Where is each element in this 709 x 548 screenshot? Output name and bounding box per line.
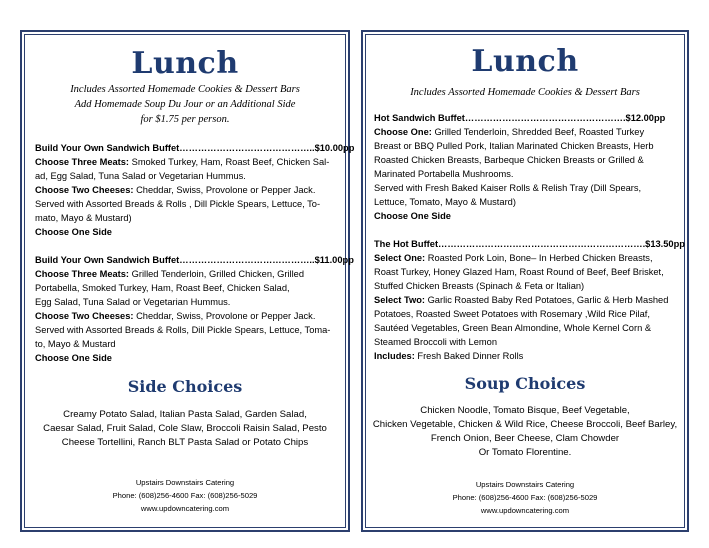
meats-text-cont: ad, Egg Salad, Tuna Salad or Vegetarian Hummus. xyxy=(35,171,246,181)
side-choices-list xyxy=(25,408,345,450)
buffet-heading: Build Your Own Sandwich Buffet……………………………………..$10.00pp xyxy=(35,143,355,153)
page-border-inner xyxy=(365,34,685,528)
select-two-line xyxy=(374,293,680,307)
list-line: Cheese Tortellini, Ranch BLT Pasta Salad or Potato Chips xyxy=(61,437,309,448)
sandwich-buffet-11 xyxy=(35,253,354,365)
soup-choices-list xyxy=(366,404,684,460)
choose-text: Grilled Tenderloin, Shredded Beef, Roasted Turkey xyxy=(431,127,645,137)
section-title: Side Choices xyxy=(127,377,243,396)
meats-label: Choose Three Meats: xyxy=(35,157,130,167)
select-one-text: Roasted Pork Loin, Bone– In Herbed Chicken Breasts, xyxy=(425,253,653,263)
buffet-heading: The Hot Buffet………………………………………………………….$13.50pp xyxy=(374,239,685,249)
website: www.updowncatering.com xyxy=(140,504,230,513)
list-line: Or Tomato Florentine. xyxy=(478,447,572,458)
hot-buffet xyxy=(374,237,685,363)
website: www.updowncatering.com xyxy=(480,506,570,515)
cheese-line xyxy=(35,183,339,197)
served-text: Served with Assorted Breads & Rolls , Dill Pickle Spears, Lettuce, To- xyxy=(35,199,321,209)
subtitle-block xyxy=(25,82,345,127)
footer-contact xyxy=(25,476,345,515)
select-two-cont: Steamed Broccoli with Lemon xyxy=(374,337,497,347)
phone-fax: Phone: (608)256-4600 Fax: (608)256-5029 xyxy=(452,493,598,502)
select-two-label: Select Two: xyxy=(374,295,425,305)
served-text: Served with Assorted Breads & Rolls, Dill Pickle Spears, Lettuce, Toma- xyxy=(35,325,331,335)
cheese-text: Cheddar, Swiss, Provolone or Pepper Jack. xyxy=(133,311,316,321)
select-two-text: Garlic Roasted Baby Red Potatoes, Garlic & Herb Mashed xyxy=(424,295,669,305)
served-text-cont: to, Mayo & Mustard xyxy=(35,339,116,349)
page-title: Lunch xyxy=(131,46,239,81)
subtitle-line: Add Homemade Soup Du Jour or an Additional Side xyxy=(74,99,296,110)
cheese-label: Choose Two Cheeses: xyxy=(35,185,134,195)
side-note: Choose One Side xyxy=(35,353,112,363)
footer-contact xyxy=(366,478,684,517)
sandwich-buffet-10 xyxy=(35,141,355,239)
meats-line xyxy=(35,267,339,281)
meats-text: Grilled Tenderloin, Grilled Chicken, Grilled xyxy=(129,269,305,279)
subtitle-line: for $1.75 per person. xyxy=(140,114,230,125)
phone-fax: Phone: (608)256-4600 Fax: (608)256-5029 xyxy=(112,491,258,500)
meats-text: Smoked Turkey, Ham, Roast Beef, Chicken Sal- xyxy=(129,157,330,167)
section-title: Soup Choices xyxy=(464,374,586,393)
meats-text-cont: Portabella, Smoked Turkey, Ham, Roast Beef, Chicken Salad, xyxy=(35,283,290,293)
meats-text-cont: Egg Salad, Tuna Salad or Vegetarian Hummus. xyxy=(35,297,231,307)
select-one-cont: Stuffed Chicken Breasts (Spinach & Feta or Italian) xyxy=(374,281,585,291)
side-note: Choose One Side xyxy=(35,227,112,237)
company-name: Upstairs Downstairs Catering xyxy=(135,478,235,487)
select-one-label: Select One: xyxy=(374,253,426,263)
buffet-heading: Build Your Own Sandwich Buffet……………………………………..$11.00pp xyxy=(35,255,354,265)
includes-line xyxy=(374,349,680,363)
meats-line xyxy=(35,155,339,169)
choose-label: Choose One: xyxy=(374,127,432,137)
hot-sandwich-buffet xyxy=(374,111,680,223)
choose-text-cont: Marinated Portabella Mushrooms. xyxy=(374,169,514,179)
list-line: French Onion, Beer Cheese, Clam Chowder xyxy=(430,433,620,444)
select-one-line xyxy=(374,251,680,265)
includes-label: Includes: xyxy=(374,351,415,361)
subtitle-line: Includes Assorted Homemade Cookies & Dessert Bars xyxy=(70,84,300,95)
select-two-cont: Potatoes, Roasted Sweet Potatoes with Rosemary ,Wild Rice Pilaf, xyxy=(374,309,650,319)
side-note: Choose One Side xyxy=(374,211,451,221)
served-text-cont: mato, Mayo & Mustard) xyxy=(35,213,132,223)
list-line: Creamy Potato Salad, Italian Pasta Salad, Garden Salad, xyxy=(63,409,307,420)
choose-line xyxy=(374,125,680,139)
subtitle-line: Includes Assorted Homemade Cookies & Dessert Bars xyxy=(410,87,640,98)
select-one-cont: Roast Turkey, Honey Glazed Ham, Roast Round of Beef, Beef Brisket, xyxy=(374,267,664,277)
menu-page-left xyxy=(20,30,355,532)
cheese-label: Choose Two Cheeses: xyxy=(35,311,134,321)
served-text: Served with Fresh Baked Kaiser Rolls & Relish Tray (Dill Spears, xyxy=(374,183,642,193)
cheese-text: Cheddar, Swiss, Provolone or Pepper Jack. xyxy=(133,185,316,195)
page-border-inner xyxy=(24,34,355,528)
company-name: Upstairs Downstairs Catering xyxy=(475,480,575,489)
choose-text-cont: Roasted Chicken Breasts, Barbeque Chicken Breasts or Grilled & xyxy=(374,155,644,165)
list-line: Caesar Salad, Fruit Salad, Cole Slaw, Broccoli Raisin Salad, Pesto xyxy=(43,423,327,434)
list-line: Chicken Vegetable, Chicken & Wild Rice, Cheese Broccoli, Beef Barley, xyxy=(372,419,678,430)
page-title: Lunch xyxy=(471,44,579,79)
meats-label: Choose Three Meats: xyxy=(35,269,130,279)
includes-text: Fresh Baked Dinner Rolls xyxy=(414,351,524,361)
buffet-heading: Hot Sandwich Buffet…………………………………………….$12.00pp xyxy=(374,113,666,123)
served-text-cont: Lettuce, Tomato, Mayo & Mustard) xyxy=(374,197,516,207)
choose-text-cont: Breast or BBQ Pulled Pork, Italian Marinated Chicken Breasts, Herb xyxy=(374,141,654,151)
select-two-cont: Sautéed Vegetables, Green Bean Almondine, Whole Kernel Corn & xyxy=(374,323,652,333)
list-line: Chicken Noodle, Tomato Bisque, Beef Vegetable, xyxy=(420,405,630,416)
cheese-line xyxy=(35,309,339,323)
menu-page-right xyxy=(361,30,689,532)
